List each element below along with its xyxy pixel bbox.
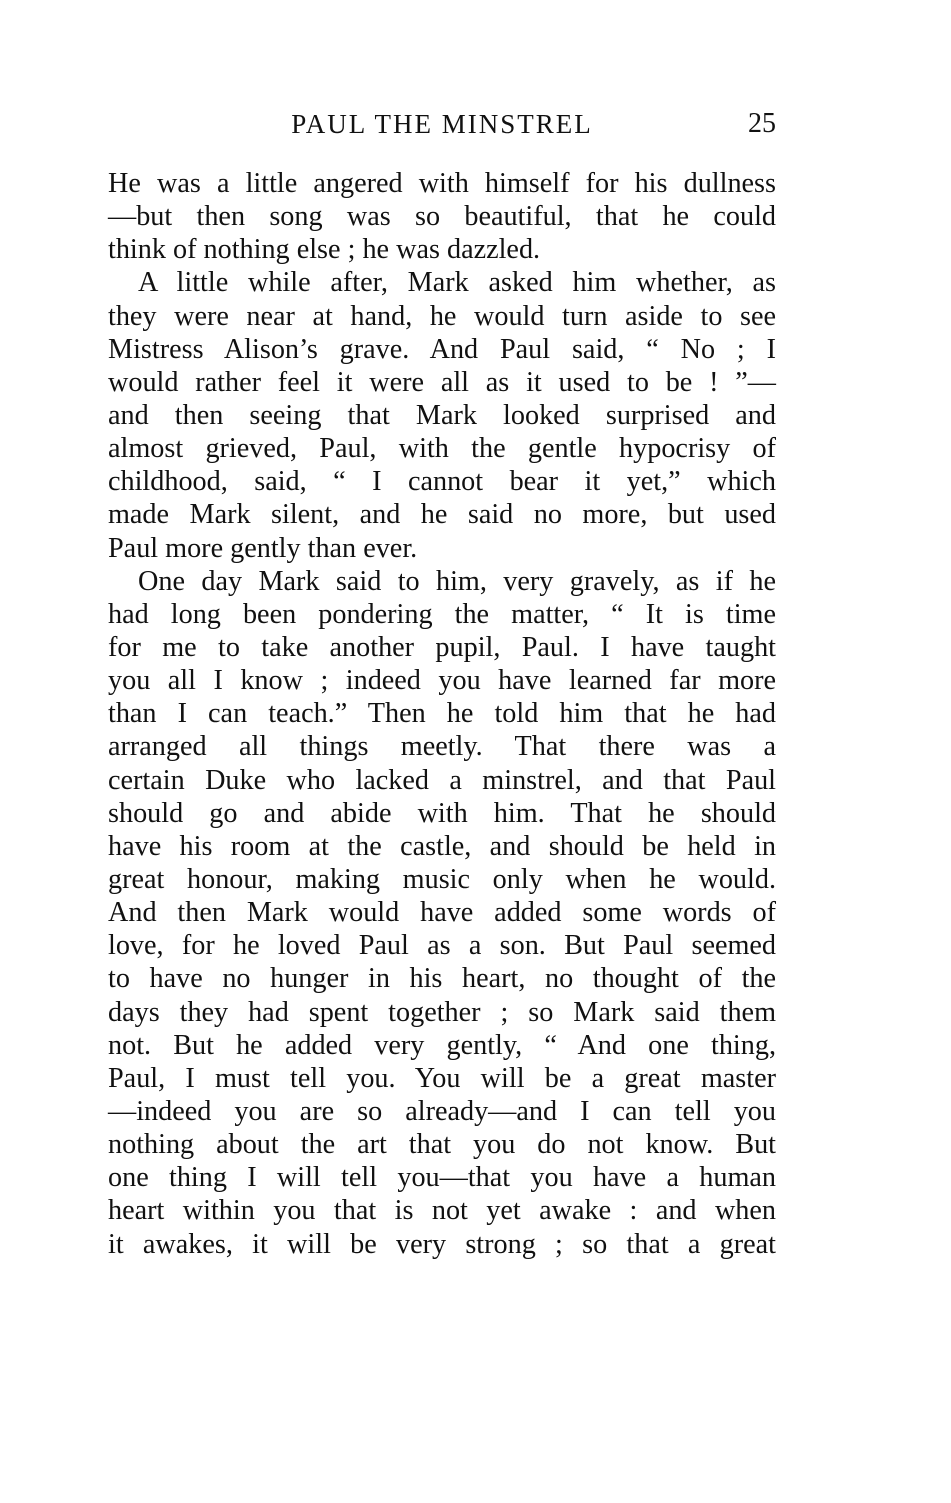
- text-line: would rather feel it were all as it used to be ! ”—: [108, 366, 776, 398]
- text-line: childhood, said, “ I cannot bear it yet,” which: [108, 466, 776, 498]
- text-line: days they had spent together ; so Mark said them: [108, 996, 776, 1028]
- text-line: nothing about the art that you do not know. But: [108, 1129, 776, 1161]
- text-line: had long been pondering the matter, “ It is time: [108, 598, 776, 630]
- text-line: and then seeing that Mark looked surprised and: [108, 399, 776, 431]
- text-line: Mistress Alison’s grave. And Paul said, “ No ; I: [108, 333, 776, 365]
- text-line: to have no hunger in his heart, no thought of the: [108, 963, 776, 995]
- text-line: heart within you that is not yet awake : and when: [108, 1195, 776, 1227]
- text-line: And then Mark would have added some words of: [108, 897, 776, 929]
- text-line: almost grieved, Paul, with the gentle hypocrisy of: [108, 433, 776, 465]
- text-line: should go and abide with him. That he should: [108, 797, 776, 829]
- text-line: certain Duke who lacked a minstrel, and that Paul: [108, 764, 776, 796]
- text-line: —but then song was so beautiful, that he could: [108, 201, 776, 233]
- text-line: for me to take another pupil, Paul. I have taught: [108, 631, 776, 663]
- text-line: not. But he added very gently, “ And one thing,: [108, 1029, 776, 1061]
- text-line: one thing I will tell you—that you have a human: [108, 1162, 776, 1194]
- body-text: [108, 167, 776, 1261]
- page-header: [108, 104, 776, 144]
- running-head: PAUL THE MINSTREL: [291, 109, 593, 139]
- text-line: have his room at the castle, and should be held in: [108, 830, 776, 862]
- text-line: made Mark silent, and he said no more, but used: [108, 499, 776, 531]
- text-line: Paul more gently than ever.: [108, 532, 418, 564]
- text-line: think of nothing else ; he was dazzled.: [108, 234, 541, 266]
- text-line: A little while after, Mark asked him whether, as: [138, 267, 776, 299]
- text-line: love, for he loved Paul as a son. But Paul seemed: [108, 930, 776, 962]
- text-line: than I can teach.” Then he told him that he had: [108, 698, 776, 730]
- text-line: you all I know ; indeed you have learned far more: [108, 665, 776, 697]
- page-number: 25: [748, 108, 776, 139]
- text-line: great honour, making music only when he would.: [108, 863, 776, 895]
- text-line: Paul, I must tell you. You will be a great master: [108, 1062, 776, 1094]
- text-line: —indeed you are so already—and I can tell you: [108, 1095, 776, 1127]
- text-line: One day Mark said to him, very gravely, as if he: [138, 565, 776, 597]
- text-line: it awakes, it will be very strong ; so that a great: [108, 1228, 776, 1260]
- text-line: they were near at hand, he would turn aside to see: [108, 300, 776, 332]
- text-line: arranged all things meetly. That there was a: [108, 731, 776, 763]
- text-line: He was a little angered with himself for his dullness: [108, 168, 776, 199]
